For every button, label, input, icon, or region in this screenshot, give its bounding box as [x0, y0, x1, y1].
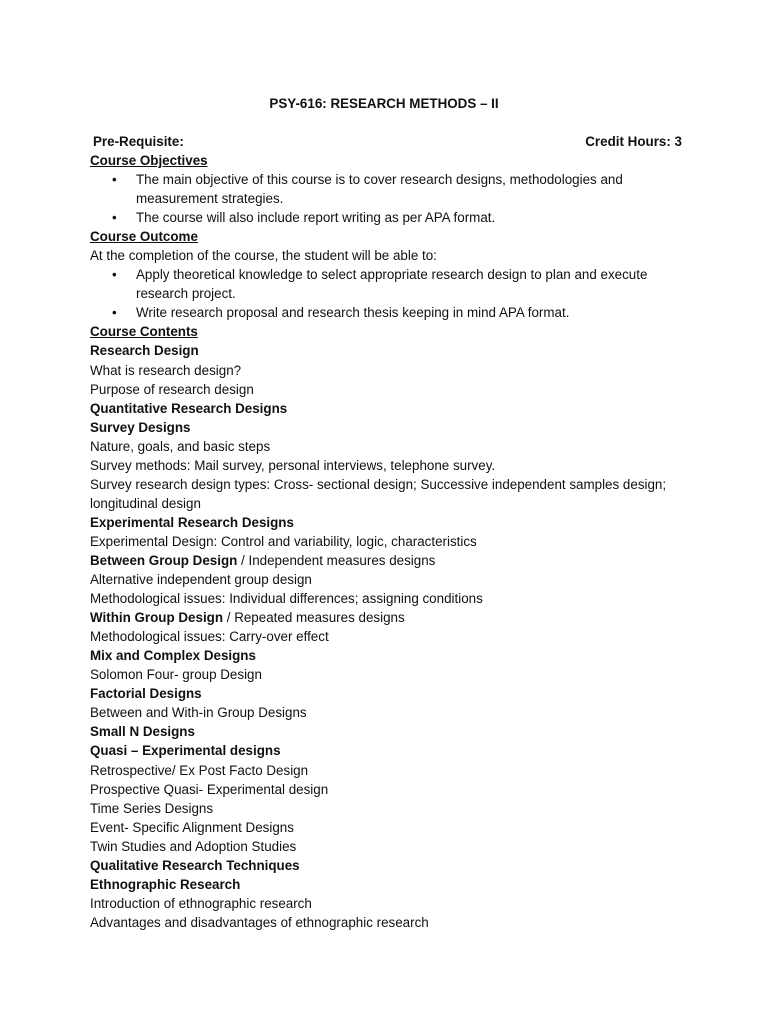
list-item: [112, 265, 690, 303]
bullet-icon: •: [112, 305, 117, 321]
content-line: [90, 684, 690, 703]
objectives-list: [90, 170, 690, 227]
content-line: [90, 513, 690, 532]
objective-text: The course will also include report writing as per APA format.: [136, 210, 496, 226]
document-body: [90, 151, 690, 932]
content-line: [90, 722, 690, 741]
content-line: [90, 399, 690, 418]
content-line-bold: Quantitative Research Designs: [90, 400, 288, 416]
content-line: [90, 837, 690, 856]
content-line-text: Between and With-in Group Designs: [90, 705, 307, 721]
content-line-text: Solomon Four- group Design: [90, 667, 262, 683]
outcome-list: [90, 265, 690, 322]
content-line-bold: Between Group Design: [90, 552, 238, 568]
content-line: [90, 361, 690, 380]
bullet-icon: •: [112, 172, 117, 188]
contents-heading: Course Contents: [90, 324, 198, 340]
bullet-icon: •: [112, 267, 117, 283]
content-line: [90, 799, 690, 818]
prerequisite-label: Pre-Requisite:: [93, 134, 184, 149]
content-line: [90, 380, 690, 399]
content-line-text: / Independent measures designs: [237, 552, 436, 568]
content-line-text: Experimental Design: Control and variability, logic, characteristics: [90, 533, 477, 549]
content-line: [90, 780, 690, 799]
content-line: [90, 589, 690, 608]
content-line-bold: Factorial Designs: [90, 686, 202, 702]
content-line-text: Alternative independent group design: [90, 572, 312, 588]
content-line-bold: Quasi – Experimental designs: [90, 743, 281, 759]
content-line-text: Event- Specific Alignment Designs: [90, 819, 294, 835]
content-line-bold: Research Design: [90, 343, 199, 359]
objectives-heading: Course Objectives: [90, 153, 208, 168]
list-item: [112, 170, 690, 208]
content-line: [90, 627, 690, 646]
course-meta-row: [93, 132, 682, 151]
content-line-bold: Small N Designs: [90, 724, 195, 740]
content-line: [90, 703, 690, 722]
content-line-text: Introduction of ethnographic research: [90, 895, 312, 911]
content-line-text: longitudinal design: [90, 495, 201, 511]
content-line-text: Nature, goals, and basic steps: [90, 438, 271, 454]
content-line-text: / Repeated measures designs: [223, 610, 405, 626]
content-line: [90, 437, 690, 456]
outcome-intro: At the completion of the course, the student will be able to:: [90, 248, 437, 264]
list-item: [112, 208, 690, 227]
content-line-bold: Ethnographic Research: [90, 876, 241, 892]
outcome-heading: Course Outcome: [90, 229, 198, 245]
content-line: [90, 646, 690, 665]
content-line: [90, 761, 690, 780]
content-line-text: Twin Studies and Adoption Studies: [90, 838, 297, 854]
content-line: [90, 894, 690, 913]
content-line: [90, 818, 690, 837]
content-line: [90, 494, 690, 513]
content-line-bold: Within Group Design: [90, 610, 224, 626]
content-line: [90, 875, 690, 894]
course-title: PSY-616: RESEARCH METHODS – II: [269, 96, 499, 111]
content-line: [90, 665, 690, 684]
outcome-text: Apply theoretical knowledge to select appropriate research design to plan and execute research project.: [136, 267, 648, 302]
content-line-text: Methodological issues: Carry-over effect: [90, 629, 329, 645]
content-line-text: Survey methods: Mail survey, personal interviews, telephone survey.: [90, 457, 496, 473]
content-line: [90, 856, 690, 875]
credit-hours-label: Credit Hours: 3: [585, 134, 682, 149]
content-line: [90, 341, 690, 360]
content-line-text: Survey research design types: Cross- sectional design; Successive independent samples design;: [90, 476, 667, 492]
content-line-bold: Survey Designs: [90, 419, 191, 435]
content-line: [90, 608, 690, 627]
bullet-icon: •: [112, 210, 117, 226]
content-line-text: Prospective Quasi- Experimental design: [90, 781, 329, 797]
content-line-text: Methodological issues: Individual differences; assigning conditions: [90, 591, 483, 607]
list-item: [112, 303, 690, 322]
content-line: [90, 475, 690, 494]
content-line-text: Advantages and disadvantages of ethnographic research: [90, 914, 429, 930]
content-line-text: Time Series Designs: [90, 800, 214, 816]
content-line: [90, 913, 690, 932]
content-line-text: What is research design?: [90, 362, 242, 378]
content-line-text: Purpose of research design: [90, 381, 254, 397]
outcome-text: Write research proposal and research thesis keeping in mind APA format.: [136, 305, 570, 321]
content-line-bold: Mix and Complex Designs: [90, 648, 256, 664]
content-line-bold: Qualitative Research Techniques: [90, 857, 300, 873]
content-line: [90, 532, 690, 551]
content-line: [90, 570, 690, 589]
content-line: [90, 551, 690, 570]
content-line-bold: Experimental Research Designs: [90, 514, 294, 530]
content-line: [90, 741, 690, 760]
content-line: [90, 456, 690, 475]
objective-text: The main objective of this course is to cover research designs, methodologies and measurement strategies.: [136, 172, 623, 207]
content-line-text: Retrospective/ Ex Post Facto Design: [90, 762, 309, 778]
content-line: [90, 418, 690, 437]
